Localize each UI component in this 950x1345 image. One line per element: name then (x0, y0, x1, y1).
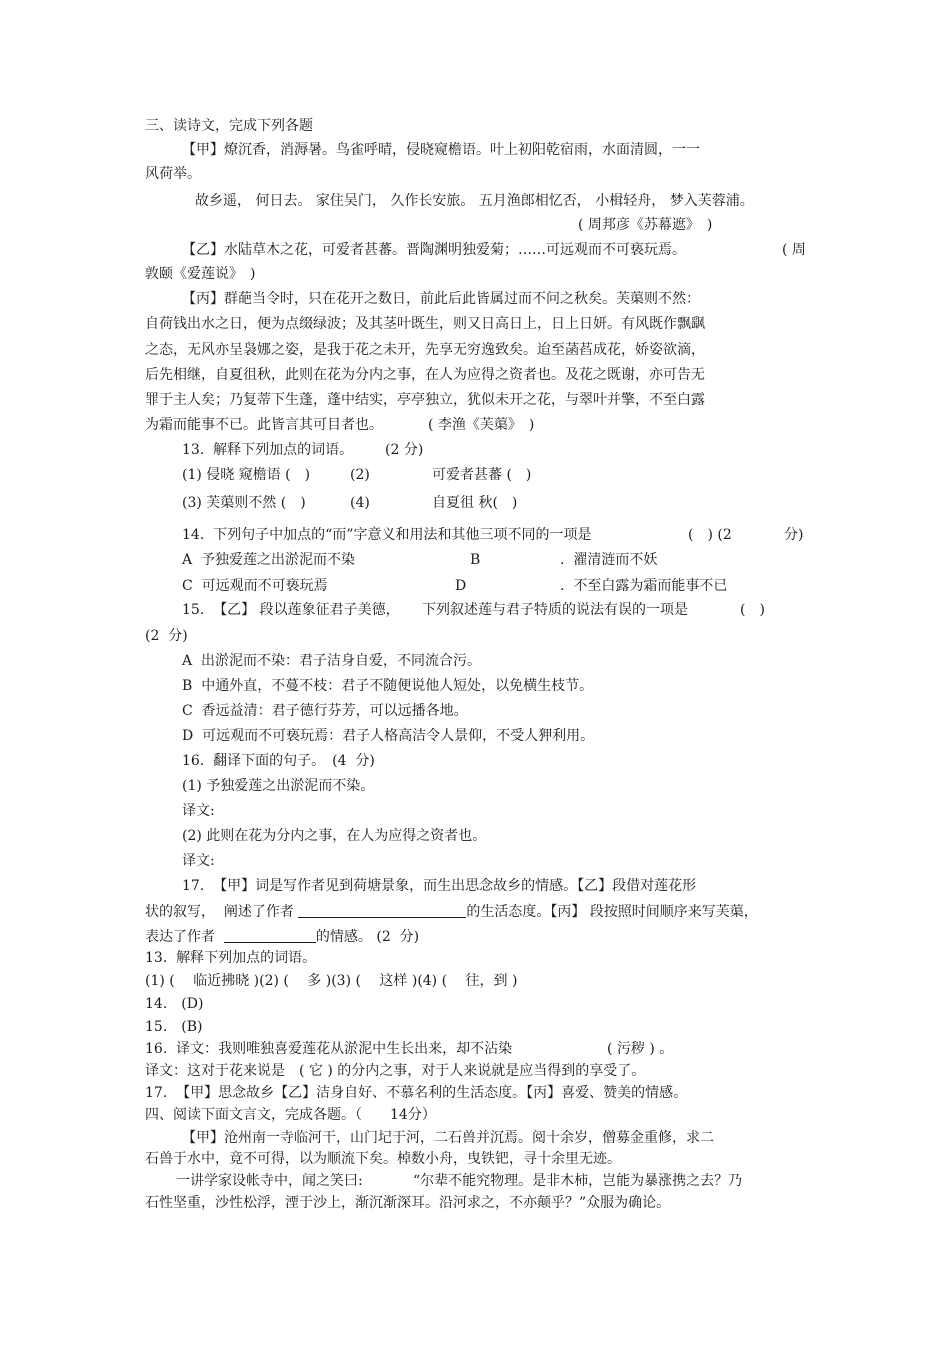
text-yi-line1: 【乙】水陆草木之花，可爱者甚蕃。晋陶渊明独爱菊；……可远观而不可亵玩焉。 (182, 242, 686, 258)
q14-option-d-letter: D (455, 578, 467, 594)
q14-stem: 14. 下列句子中加点的“而”字意义和用法和其他三项不同的一项是 (182, 527, 592, 543)
text-bing-line3: 之态，无风亦呈袅娜之姿，是我于花之未开，先享无穷逸致矣。迨至菡萏成花，娇姿欲滴， (145, 342, 705, 358)
q15-answer-paren: ( ) (740, 602, 765, 618)
answer17: 17. 【甲】思念故乡【乙】洁身自好、不慕名利的生活态度。【丙】喜爱、赞美的情感。 (145, 1085, 688, 1101)
text-bing-source: ( 李渔《芙蕖》 ) (428, 417, 535, 433)
q14-option-c: C 可远观而不可亵玩焉 (182, 578, 328, 594)
q17-line3 (145, 928, 419, 946)
text-bing-line5: 罪于主人矣；乃复蒂下生蓬，蓬中结实，亭亭独立，犹似未开之花，与翠叶并擎，不至白露 (145, 392, 705, 408)
text-jia-line1: 【甲】沧州南一寺临河干，山门圮于河，二石兽并沉焉。阅十余岁，僧募金重修，求二 (182, 1130, 714, 1146)
q14-option-a: A 予独爱莲之出淤泥而不染 (182, 552, 356, 568)
text-jia-line3-start: 一讲学家设帐寺中，闻之笑曰: (176, 1173, 363, 1189)
text-jia-line3-quote: “尔辈不能究物理。是非木柿，岂能为暴涨携之去？乃 (413, 1173, 743, 1189)
q13-item4-number: (4) (350, 495, 370, 511)
poem-jia-line3: 故乡遥， 何日去。 家住吴门， 久作长安旅。 五月渔郎相忆否， 小楫轻舟， 梦入芙蓉浦。 (195, 193, 754, 209)
q13-stem: 13. 解释下列加点的词语。 (182, 442, 354, 458)
text-jia-line2: 石兽于水中，竟不可得，以为顺流下矣。棹数小舟，曳铁钯，寻十余里无迹。 (145, 1151, 621, 1167)
answer16-line1-end: ( 污秽 ) 。 (607, 1041, 674, 1057)
q14-option-b: . 濯清涟而不妖 (560, 552, 658, 568)
q13-item1: (1) 侵晓 窥檐语 ( ) (182, 467, 311, 483)
poem-jia-line1: 【甲】燎沉香，消溽暑。鸟雀呼晴，侵晓窥檐语。叶上初阳乾宿雨，水面清圆，一一 (182, 142, 700, 158)
text-bing-line4: 后先相继，自夏徂秋，此则在花为分内之事，在人为应得之资者也。及花之既谢，亦可告无 (145, 367, 705, 383)
q13-item4: 自夏徂 秋( ) (432, 495, 518, 511)
q15-stem-cont: 下列叙述莲与君子特质的说法有误的一项是 (422, 602, 688, 618)
answer13-values: (1) ( 临近拂晓 )(2) ( 多 )(3) ( 这样 )(4) ( 往，到 ) (145, 973, 518, 989)
q16-stem: 16. 翻译下面的句子。 (4 分) (182, 753, 375, 769)
q13-score: (2 分) (385, 442, 424, 458)
text-yi-source-start: ( 周 (782, 242, 806, 258)
answer15: 15. (B) (145, 1019, 203, 1035)
text-jia-line4: 石性坚重，沙性松浮，湮于沙上，渐沉渐深耳。沿河求之，不亦颠乎？”众服为确论。 (145, 1195, 671, 1211)
q17-line1: 17. 【甲】词是写作者见到荷塘景象，而生出思念故乡的情感。【乙】段借对莲花形 (182, 878, 697, 894)
text-bing-line2: 自荷钱出水之日，便为点缀绿波；及其茎叶既生，则又日高日上，日上日妍。有风既作飘飖 (145, 316, 705, 332)
q15-option-b: B 中通外直，不蔓不枝：君子不随便说他人短处，以免横生枝节。 (182, 678, 594, 694)
q14-option-d: . 不至白露为霜而能事不已 (560, 578, 728, 594)
poem-jia-line2: 风荷举。 (145, 166, 201, 182)
q17-line2 (145, 903, 758, 921)
q14-score-unit: 分) (784, 527, 804, 543)
q17-line2-start: 状的叙写， 阐述了作者 (145, 904, 294, 920)
q15-option-d: D 可远观而不可亵玩焉：君子人格高洁令人景仰，不受人狎利用。 (182, 728, 595, 744)
q17-line3-end: 的情感。 (2 分) (315, 929, 420, 945)
q16-sentence1: (1) 予独爱莲之出淤泥而不染。 (182, 778, 375, 794)
q17-blank-2[interactable] (224, 928, 316, 943)
q16-translation1-label: 译文: (182, 803, 215, 819)
text-yi-line2: 敦颐《爱莲说》 ) (145, 266, 256, 282)
section3-title: 三、读诗文，完成下列各题 (145, 118, 313, 134)
q17-blank-1[interactable] (298, 903, 466, 918)
q17-line3-start: 表达了作者 (145, 929, 215, 945)
q16-sentence2: (2) 此则在花为分内之事，在人为应得之资者也。 (182, 828, 487, 844)
text-bing-line6: 为霜而能事不已。此皆言其可目者也。 (145, 417, 383, 433)
section4-title: 四、阅读下面文言文，完成各题。（ 14分） (145, 1107, 436, 1123)
q15-stem: 15. 【乙】 段以莲象征君子美德， (182, 602, 400, 618)
answer13-title: 13. 解释下列加点的词语。 (145, 950, 317, 966)
q14-answer-paren: ( ) (2 (688, 527, 732, 543)
poem-jia-source: ( 周邦彦《苏幕遮》 ) (578, 217, 713, 233)
q13-item2: 可爱者甚蕃 ( ) (432, 467, 532, 483)
q15-score: (2 分) (145, 628, 188, 644)
q13-item3: (3) 芙蕖则不然 ( ) (182, 495, 306, 511)
answer16-line1: 16. 译文：我则唯独喜爱莲花从淤泥中生长出来，却不沾染 (145, 1041, 513, 1057)
q17-line2-end: 的生活态度。【丙】 段按照时间顺序来写芙蕖， (466, 904, 758, 920)
q14-option-b-letter: B (470, 552, 481, 568)
q15-option-a: A 出淤泥而不染：君子洁身自爱，不同流合污。 (182, 653, 482, 669)
q15-option-c: C 香远益清：君子德行芬芳，可以远播各地。 (182, 703, 468, 719)
text-bing-line1: 【丙】群葩当令时，只在花开之数日，前此后此皆属过而不问之秋矣。芙蕖则不然： (182, 291, 700, 307)
answer16-line2: 译文：这对于花来说是 ( 它 ) 的分内之事，对于人来说就是应当得到的享受了。 (145, 1063, 646, 1079)
q13-item2-number: (2) (350, 467, 370, 483)
q16-translation2-label: 译文: (182, 853, 215, 869)
answer14: 14. (D) (145, 996, 204, 1012)
